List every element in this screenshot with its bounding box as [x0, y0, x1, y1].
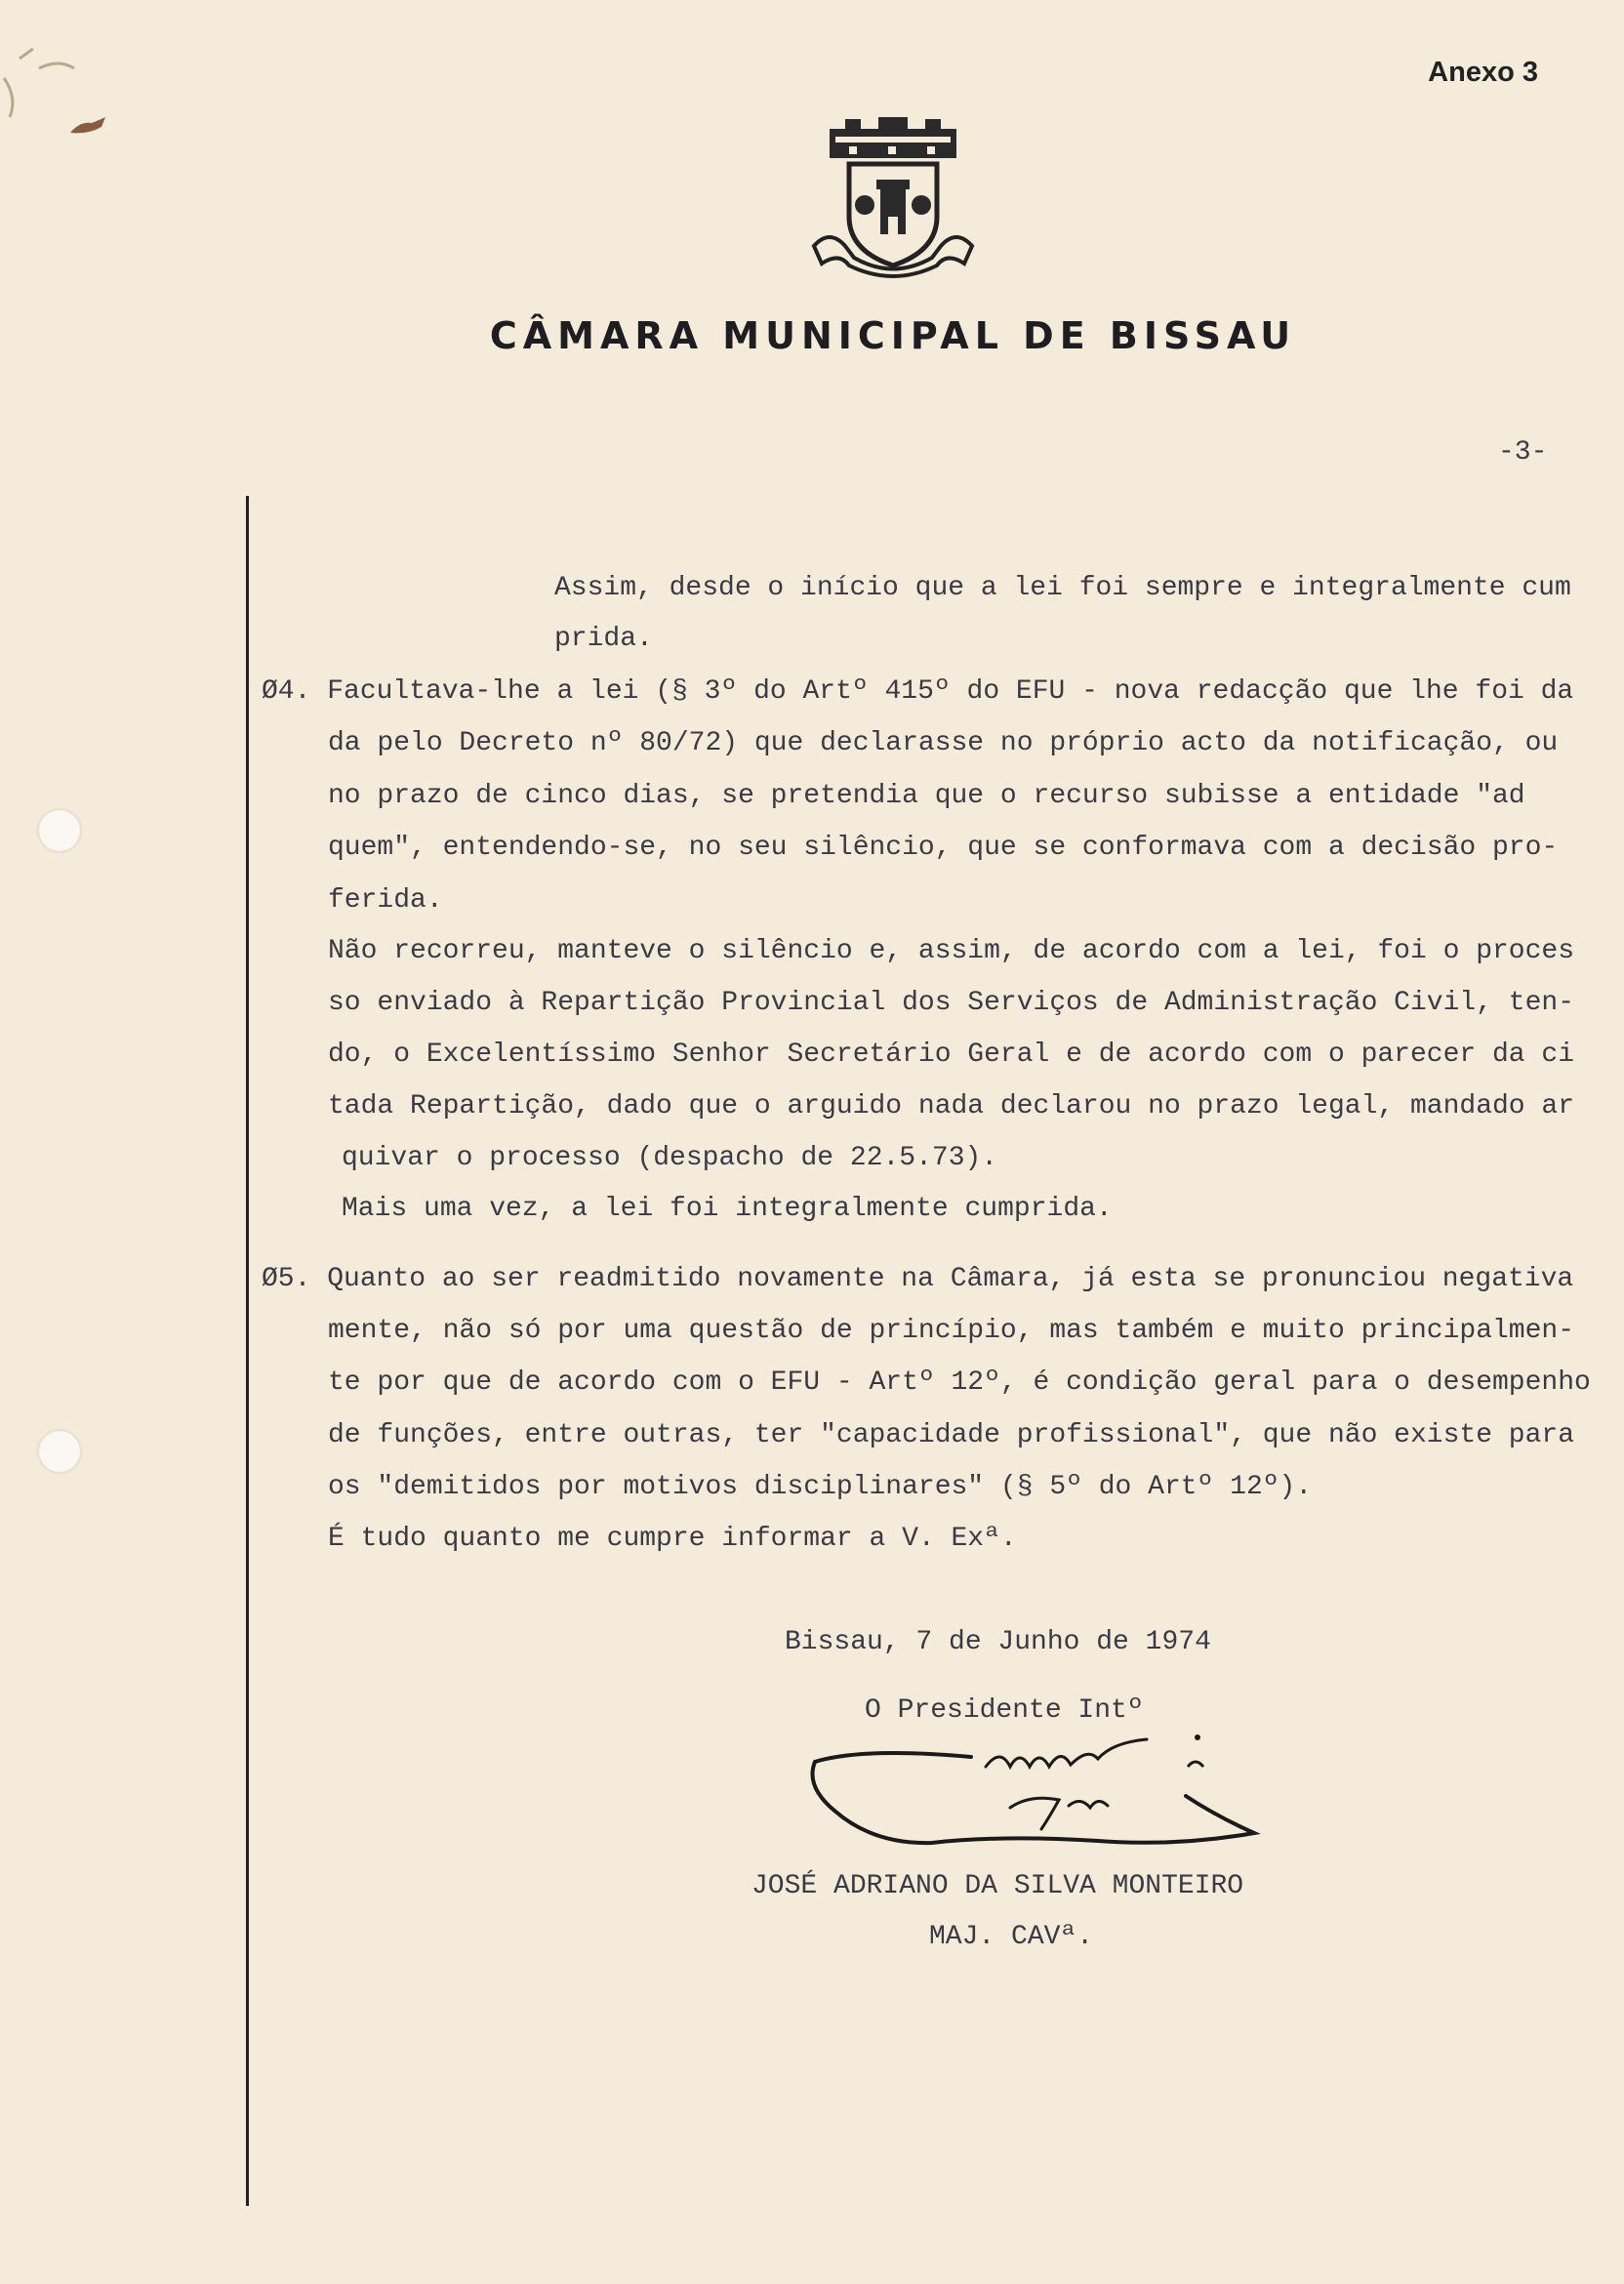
handwritten-signature	[805, 1728, 1264, 1864]
body-line: so enviado à Repartição Provincial dos Serviços de Administração Civil, ten-	[328, 988, 1575, 1018]
place-date: Bissau, 7 de Junho de 1974	[785, 1627, 1211, 1657]
signatory-name: JOSÉ ADRIANO DA SILVA MONTEIRO	[751, 1871, 1244, 1901]
body-line: prida.	[554, 624, 653, 654]
signatory-rank: MAJ. CAVª.	[929, 1922, 1094, 1952]
body-line: Assim, desde o início que a lei foi sempre e integralmente cum	[554, 573, 1571, 603]
punch-hole	[39, 1431, 80, 1472]
body-line: de funções, entre outras, ter "capacidade profissional", que não existe para	[328, 1420, 1575, 1450]
body-line: no prazo de cinco dias, se pretendia que o recurso subisse a entidade "ad	[328, 781, 1525, 811]
body-line: ferida.	[328, 885, 443, 916]
body-line: mente, não só por uma questão de princípio, mas também e muito principalmen-	[328, 1316, 1575, 1346]
body-line: É tudo quanto me cumpre informar a V. Exª.	[328, 1524, 1017, 1554]
body-line: Mais uma vez, a lei foi integralmente cumprida.	[342, 1194, 1113, 1224]
body-line: Ø5. Quanto ao ser readmitido novamente na Câmara, já esta se pronunciou negativa	[262, 1264, 1574, 1294]
body-line: quivar o processo (despacho de 22.5.73).	[342, 1143, 998, 1173]
coat-of-arms-icon	[810, 109, 976, 280]
signatory-title: O Presidente Intº	[865, 1695, 1144, 1726]
page-number: -3-	[1498, 437, 1548, 468]
body-line: Ø4. Facultava-lhe a lei (§ 3º do Artº 415º do EFU - nova redacção que lhe foi da	[262, 676, 1574, 707]
body-line: Não recorreu, manteve o silêncio e, assim, de acordo com a lei, foi o proces	[328, 936, 1575, 966]
body-line: quem", entendendo-se, no seu silêncio, que se conformava com a decisão pro-	[328, 833, 1559, 863]
annex-label: Anexo 3	[1428, 57, 1538, 88]
margin-rule	[246, 496, 249, 2206]
body-line: te por que de acordo com o EFU - Artº 12º, é condição geral para o desempenho	[328, 1367, 1591, 1398]
body-line: tada Repartição, dado que o arguido nada declarou no prazo legal, mandado ar	[328, 1091, 1575, 1122]
body-line: da pelo Decreto nº 80/72) que declarasse no próprio acto da notificação, ou	[328, 728, 1559, 758]
body-line: os "demitidos por motivos disciplinares" (§ 5º do Artº 12º).	[328, 1472, 1313, 1502]
body-line: do, o Excelentíssimo Senhor Secretário Geral e de acordo com o parecer da ci	[328, 1040, 1575, 1070]
paper-stain	[0, 39, 78, 127]
punch-hole	[39, 810, 80, 851]
municipality-title: CÂMARA MUNICIPAL DE BISSAU	[489, 314, 1297, 357]
